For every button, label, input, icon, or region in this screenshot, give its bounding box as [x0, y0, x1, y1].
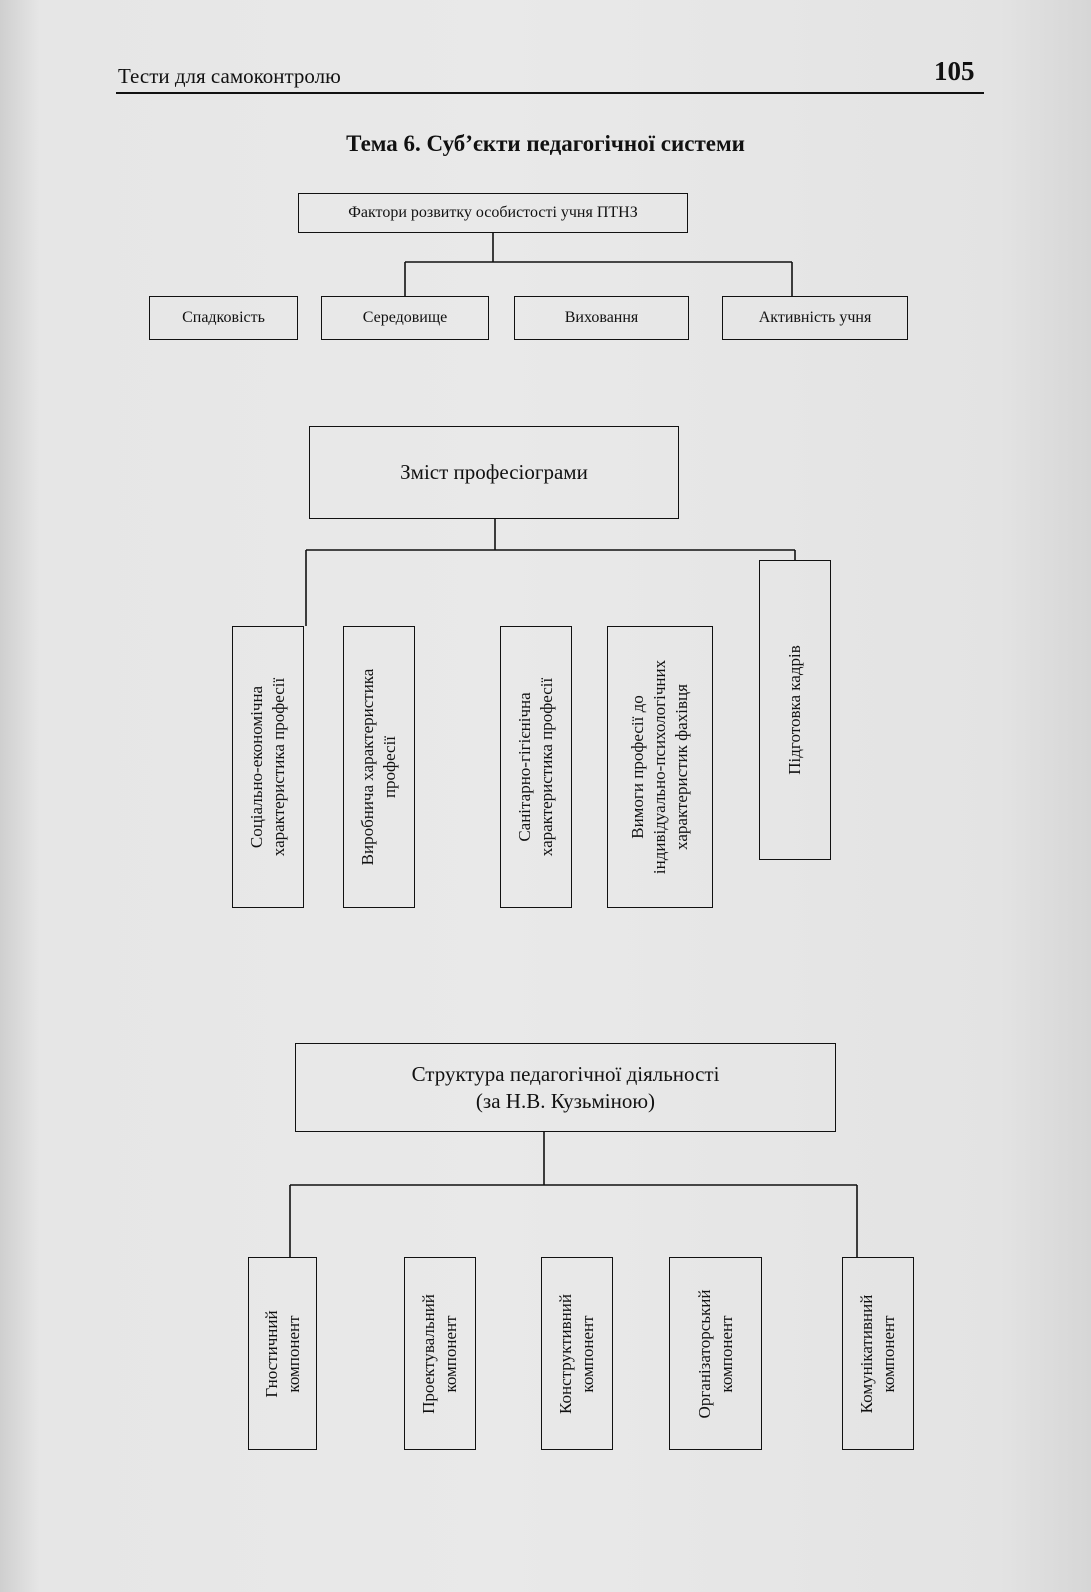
vertical-label-line: професії: [380, 735, 399, 799]
vertical-label-line: Виробнича характеристика: [357, 668, 377, 866]
professiogram-requirements-box: [607, 626, 713, 908]
professiogram-root-label: Зміст професіограми: [400, 460, 588, 484]
professiogram-training-box: [759, 560, 831, 860]
vertical-label-line: компонент: [283, 1314, 303, 1393]
vertical-label-line: компонент: [879, 1314, 898, 1393]
vertical-label-line: компонент: [578, 1314, 597, 1393]
topic-title: Тема 6. Суб’єкти педагогічної системи: [346, 131, 745, 156]
factors-root-label: Фактори розвитку особистості учня ПТНЗ: [348, 204, 638, 221]
vertical-label-line: індивідуально-психологічних: [649, 659, 669, 875]
factor-upbringing-box: [514, 296, 689, 340]
professiogram-production-box: [343, 626, 415, 908]
vertical-label-line: характеристика професії: [269, 677, 288, 857]
component-gnostic-box: [248, 1257, 317, 1450]
professiogram-sanitary-box: [500, 626, 572, 908]
factor-label: Активність учня: [758, 309, 872, 326]
vertical-label-line: Конструктивний: [555, 1293, 575, 1414]
factor-label: Спадковість: [182, 309, 265, 326]
factor-environment-box: [321, 296, 489, 340]
factor-label: Середовище: [362, 309, 448, 326]
vertical-label-line: Організаторський: [694, 1289, 714, 1418]
vertical-label-line: Санітарно-гігієнічна: [514, 692, 534, 842]
vertical-label-line: компонент: [441, 1314, 460, 1393]
structure-root-line: (за Н.В. Кузьміною): [475, 1088, 656, 1113]
vertical-label-line: Гностичний: [261, 1309, 281, 1398]
factor-activity-box: [722, 296, 908, 340]
factor-label: Виховання: [564, 309, 639, 326]
component-organizational-box: [669, 1257, 762, 1450]
vertical-label-line: Проектувальний: [418, 1293, 438, 1414]
structure-root-line: Структура педагогічної діяльності: [411, 1062, 720, 1087]
vertical-label-line: компонент: [716, 1314, 736, 1393]
factor-heredity-box: [149, 296, 298, 340]
running-header-title: Тести для самоконтролю: [118, 64, 341, 88]
vertical-label-line: Підготовка кадрів: [784, 645, 804, 775]
component-constructive-box: [541, 1257, 613, 1450]
factors-root-box: [298, 193, 688, 233]
vertical-label-line: Соціально-економічна: [246, 685, 266, 849]
professiogram-root-box: [309, 426, 679, 519]
component-design-box: [404, 1257, 476, 1450]
component-communicative-box: [842, 1257, 914, 1450]
vertical-label-line: характеристик фахівця: [672, 684, 692, 850]
structure-root-box: [295, 1043, 836, 1132]
page-number: 105: [934, 56, 975, 86]
vertical-label-line: характеристика професії: [537, 677, 556, 857]
professiogram-socioeconomic-box: [232, 626, 304, 908]
vertical-label-line: Комунікативний: [856, 1294, 876, 1413]
vertical-label-line: Вимоги професії до: [627, 695, 647, 839]
